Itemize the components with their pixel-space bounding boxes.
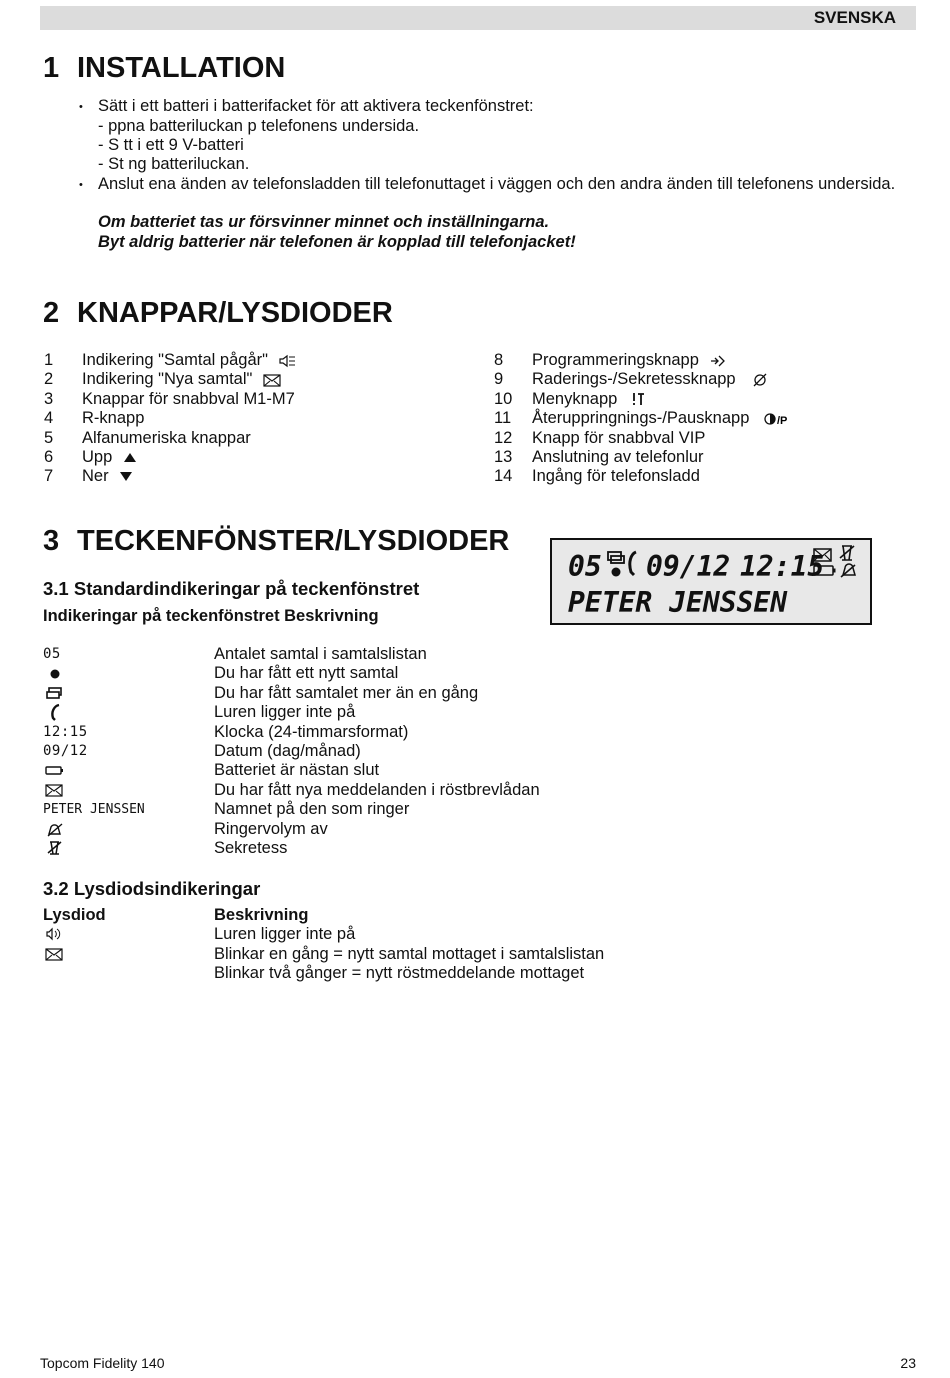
section-2-heading: 2 KNAPPAR/LYSDIODER xyxy=(43,297,393,329)
table-row: Ringervolym av xyxy=(43,820,643,839)
table-row: PETER JENSSEN Namnet på den som ringer xyxy=(43,800,410,819)
indicator-symbol: 09/12 xyxy=(43,742,88,759)
table-row: Du har fått ett nytt samtal xyxy=(43,664,643,683)
lcd-handset-icon xyxy=(630,552,636,575)
table-row: Sekretess xyxy=(43,839,643,858)
program-icon xyxy=(710,354,726,368)
subsection-3-2-heading: 3.2 Lysdiodsindikeringar xyxy=(43,878,261,899)
list-item: 3 Knappar för snabbval M1-M7 xyxy=(44,389,295,408)
redial-pause-icon xyxy=(764,412,794,426)
subsection-3-1-heading: 3.1 Standardindikeringar på teckenfönstret xyxy=(43,578,420,599)
table-row: Luren ligger inte på xyxy=(43,925,663,944)
install-substep: - ppna batteriluckan p telefonens undersida. xyxy=(98,117,420,135)
lcd-name: PETER JENSSEN xyxy=(568,586,788,619)
envelope-icon xyxy=(43,781,65,799)
speaker-icon xyxy=(43,925,65,943)
battery-icon xyxy=(43,761,65,779)
list-item: 4 R-knapp xyxy=(44,409,145,428)
list-item: 5 Alfanumeriska knappar xyxy=(44,428,251,447)
lcd-graphic xyxy=(552,540,869,622)
lcd-date: 09/12 xyxy=(646,550,731,583)
speaker-icon xyxy=(279,354,296,368)
lcd-repeat-call-icon xyxy=(608,552,624,563)
install-substep: - St ng batteriluckan. xyxy=(98,155,250,173)
svg-text:/P: /P xyxy=(777,414,788,426)
table-row: Du har fått samtalet mer än en gång xyxy=(43,684,643,703)
repeat-call-icon xyxy=(43,684,65,702)
list-item: 14 Ingång för telefonsladd xyxy=(494,467,700,486)
led-table xyxy=(43,906,663,984)
menu-icon xyxy=(632,392,646,406)
erase-icon xyxy=(752,373,768,387)
up-triangle-icon xyxy=(123,452,137,463)
handset-icon xyxy=(43,703,65,721)
install-step: • Anslut ena änden av telefonsladden till telefonuttaget i väggen och den andra änden till telefonens undersida. xyxy=(98,175,895,194)
lcd-time: 12:15 xyxy=(740,550,825,583)
list-item: 8 Programmeringsknapp xyxy=(494,351,914,370)
page-number: 23 xyxy=(900,1355,916,1371)
table-row: 09/12 Datum (dag/månad) xyxy=(43,741,361,760)
lcd-dot-icon xyxy=(612,568,621,577)
list-item: 6 Upp xyxy=(44,448,464,467)
lcd-display xyxy=(550,538,872,625)
list-item: 11 Återuppringnings-/Pausknapp /P xyxy=(494,409,914,428)
envelope-icon xyxy=(43,945,65,963)
table-row: Luren ligger inte på xyxy=(43,703,643,722)
list-item: 7 Ner xyxy=(44,467,464,486)
warning-text: Om batteriet tas ur försvinner minnet och inställningarna. xyxy=(98,213,550,231)
table-row: 05 Antalet samtal i samtalslistan xyxy=(43,645,427,663)
list-item: 13 Anslutning av telefonlur xyxy=(494,447,704,466)
indicator-symbol: 12:15 xyxy=(43,723,88,740)
language-label: SVENSKA xyxy=(813,8,896,27)
table-row: Blinkar en gång = nytt samtal mottaget i samtalslistan xyxy=(43,945,663,964)
header-bar xyxy=(40,6,916,30)
table-row: Blinkar två gånger = nytt röstmeddelande mottaget xyxy=(214,964,585,983)
install-substep: - S tt i ett 9 V-batteri xyxy=(98,136,244,154)
lcd-count: 05 xyxy=(568,550,602,583)
list-item: 9 Raderings-/Sekretessknapp xyxy=(494,370,914,389)
down-triangle-icon xyxy=(119,471,133,482)
indicator-symbol: PETER JENSSEN xyxy=(43,802,145,818)
lcd-bell-off-icon xyxy=(841,564,855,577)
list-item: 2 Indikering "Nya samtal" xyxy=(44,370,464,389)
warning-text: Byt aldrig batterier när telefonen är kopplad till telefonjacket! xyxy=(98,233,576,251)
lcd-privacy-icon xyxy=(840,546,854,560)
section-3-heading: 3 TECKENFÖNSTER/LYSDIODER xyxy=(43,525,510,557)
list-item: 10 Menyknapp xyxy=(494,390,914,409)
table-row: Du har fått nya meddelanden i röstbrevlådan xyxy=(43,781,643,800)
led-table-header: Lysdiod Beskrivning xyxy=(43,906,309,924)
privacy-icon xyxy=(43,839,65,857)
indicator-table-header: Indikeringar på teckenfönstret Beskrivning xyxy=(43,607,379,625)
install-step: • Sätt i ett batteri i batterifacket för att aktivera teckenfönstret: xyxy=(98,97,534,116)
indicators-table xyxy=(43,645,643,858)
bell-off-icon xyxy=(43,820,65,838)
indicator-symbol: 05 xyxy=(43,646,61,662)
dot-icon xyxy=(43,664,61,682)
list-item: 12 Knapp för snabbval VIP xyxy=(494,428,706,447)
buttons-list-right xyxy=(494,351,914,487)
buttons-list-left xyxy=(44,351,464,487)
table-row: 12:15 Klocka (24-timmarsformat) xyxy=(43,722,409,741)
envelope-icon xyxy=(263,374,281,387)
section-1-heading: 1 INSTALLATION xyxy=(43,52,286,84)
list-item: 1 Indikering "Samtal pågår" xyxy=(44,351,464,370)
table-row: Batteriet är nästan slut xyxy=(43,761,643,780)
footer-product: Topcom Fidelity 140 xyxy=(40,1355,165,1371)
